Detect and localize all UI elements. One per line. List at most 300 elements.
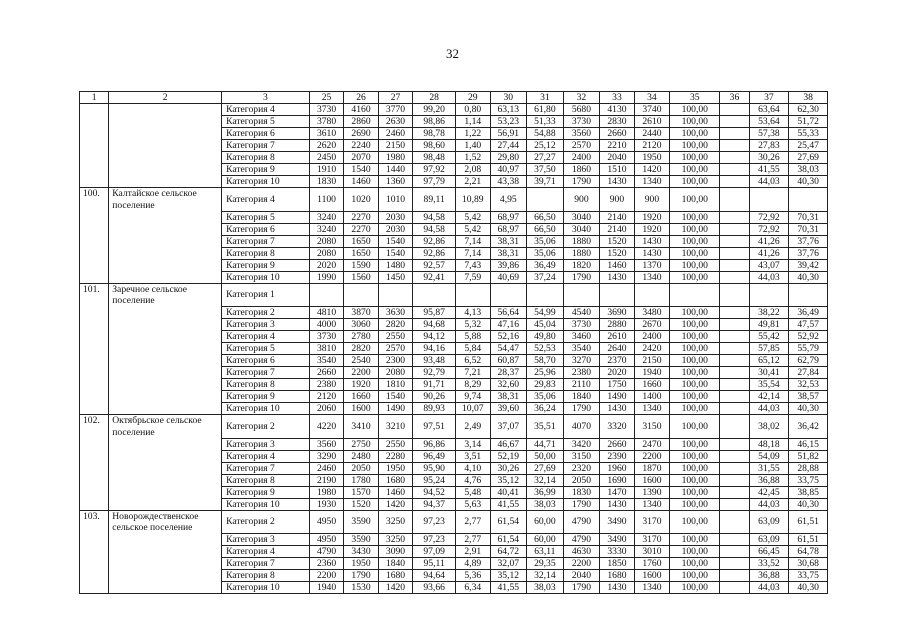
settlement-name — [109, 486, 222, 498]
category-cell: Категория 8 — [222, 379, 310, 391]
value-cell: 1340 — [634, 176, 670, 188]
value-cell: 66,50 — [527, 223, 564, 235]
value-cell: 4630 — [563, 546, 600, 558]
settlement-name — [109, 331, 222, 343]
value-cell: 55,33 — [789, 128, 828, 140]
value-cell — [720, 247, 749, 259]
value-cell: 61,80 — [527, 104, 564, 116]
value-cell: 2,77 — [456, 510, 490, 534]
table-row — [80, 331, 828, 343]
value-cell: 94,37 — [413, 498, 456, 510]
value-cell: 3460 — [563, 331, 600, 343]
value-cell: 1540 — [378, 247, 412, 259]
value-cell: 38,85 — [789, 486, 828, 498]
value-cell: 41,55 — [490, 498, 527, 510]
row-number: 101. — [80, 283, 109, 307]
value-cell: 2830 — [600, 116, 634, 128]
value-cell: 94,64 — [413, 570, 456, 582]
value-cell: 2050 — [344, 462, 378, 474]
value-cell: 25,12 — [527, 140, 564, 152]
value-cell: 35,06 — [527, 235, 564, 247]
value-cell: 2200 — [344, 367, 378, 379]
row-number — [80, 211, 109, 223]
value-cell: 1430 — [600, 582, 634, 594]
value-cell: 100,00 — [670, 259, 720, 271]
value-cell: 1950 — [378, 462, 412, 474]
value-cell: 1480 — [378, 259, 412, 271]
value-cell: 3090 — [378, 546, 412, 558]
value-cell — [670, 283, 720, 307]
value-cell: 96,49 — [413, 450, 456, 462]
value-cell: 93,66 — [413, 582, 456, 594]
value-cell: 1790 — [563, 582, 600, 594]
value-cell: 2070 — [344, 152, 378, 164]
table-row — [80, 343, 828, 355]
value-cell: 5680 — [563, 104, 600, 116]
value-cell: 5,36 — [456, 570, 490, 582]
value-cell: 100,00 — [670, 176, 720, 188]
value-cell — [720, 462, 749, 474]
value-cell: 1880 — [563, 247, 600, 259]
value-cell: 36,99 — [527, 486, 564, 498]
value-cell: 2610 — [634, 116, 670, 128]
settlement-name — [109, 104, 222, 116]
row-number — [80, 247, 109, 259]
value-cell: 3870 — [344, 307, 378, 319]
row-number — [80, 546, 109, 558]
value-cell: 3810 — [309, 343, 343, 355]
value-cell: 98,48 — [413, 152, 456, 164]
value-cell: 2210 — [600, 140, 634, 152]
value-cell: 3410 — [344, 415, 378, 439]
value-cell: 97,23 — [413, 534, 456, 546]
value-cell — [720, 164, 749, 176]
value-cell: 38,57 — [789, 391, 828, 403]
value-cell: 1840 — [378, 558, 412, 570]
settlement-name — [109, 379, 222, 391]
value-cell: 63,09 — [749, 510, 789, 534]
value-cell: 35,51 — [527, 415, 564, 439]
value-cell: 1430 — [634, 247, 670, 259]
value-cell: 55,42 — [749, 331, 789, 343]
value-cell: 3290 — [309, 450, 343, 462]
value-cell: 57,85 — [749, 343, 789, 355]
value-cell: 2060 — [309, 403, 343, 415]
row-number — [80, 307, 109, 319]
value-cell: 37,76 — [789, 235, 828, 247]
category-cell: Категория 2 — [222, 415, 310, 439]
value-cell: 2780 — [344, 331, 378, 343]
value-cell: 1790 — [563, 403, 600, 415]
value-cell: 4,95 — [490, 188, 527, 212]
category-cell: Категория 9 — [222, 164, 310, 176]
value-cell: 2020 — [600, 367, 634, 379]
value-cell: 2030 — [378, 223, 412, 235]
value-cell: 3040 — [563, 211, 600, 223]
value-cell: 2320 — [563, 462, 600, 474]
value-cell: 1880 — [563, 235, 600, 247]
value-cell: 2620 — [309, 140, 343, 152]
value-cell: 1520 — [600, 235, 634, 247]
value-cell: 66,45 — [749, 546, 789, 558]
value-cell: 29,35 — [527, 558, 564, 570]
value-cell: 31,55 — [749, 462, 789, 474]
value-cell: 3040 — [563, 223, 600, 235]
column-header: 25 — [309, 92, 343, 104]
value-cell: 2140 — [600, 223, 634, 235]
value-cell: 2480 — [344, 450, 378, 462]
table-row — [80, 558, 828, 570]
row-number — [80, 140, 109, 152]
value-cell: 2080 — [309, 235, 343, 247]
value-cell: 2270 — [344, 211, 378, 223]
table-row — [80, 116, 828, 128]
value-cell: 1690 — [600, 474, 634, 486]
value-cell: 47,16 — [490, 319, 527, 331]
value-cell: 2390 — [600, 450, 634, 462]
value-cell: 39,86 — [490, 259, 527, 271]
row-number — [80, 462, 109, 474]
settlement-name — [109, 450, 222, 462]
column-header: 34 — [634, 92, 670, 104]
value-cell: 100,00 — [670, 307, 720, 319]
value-cell: 35,12 — [490, 570, 527, 582]
value-cell: 1540 — [378, 391, 412, 403]
value-cell: 1460 — [600, 259, 634, 271]
value-cell: 1600 — [344, 403, 378, 415]
settlement-name — [109, 152, 222, 164]
value-cell: 1510 — [600, 164, 634, 176]
category-cell: Категория 9 — [222, 259, 310, 271]
value-cell: 2570 — [378, 343, 412, 355]
value-cell — [344, 283, 378, 307]
value-cell: 97,92 — [413, 164, 456, 176]
value-cell: 100,00 — [670, 486, 720, 498]
value-cell: 27,69 — [789, 152, 828, 164]
value-cell: 38,31 — [490, 247, 527, 259]
value-cell: 40,69 — [490, 271, 527, 283]
value-cell: 3630 — [378, 307, 412, 319]
value-cell: 97,51 — [413, 415, 456, 439]
value-cell — [720, 546, 749, 558]
value-cell: 2360 — [309, 558, 343, 570]
row-number — [80, 271, 109, 283]
value-cell: 96,86 — [413, 438, 456, 450]
table-row — [80, 450, 828, 462]
column-header: 36 — [720, 92, 749, 104]
value-cell: 55,79 — [789, 343, 828, 355]
value-cell: 2460 — [309, 462, 343, 474]
value-cell: 1820 — [563, 259, 600, 271]
value-cell — [749, 188, 789, 212]
value-cell: 1520 — [600, 247, 634, 259]
value-cell: 98,78 — [413, 128, 456, 140]
value-cell: 100,00 — [670, 164, 720, 176]
value-cell: 2110 — [563, 379, 600, 391]
value-cell: 41,26 — [749, 247, 789, 259]
value-cell: 60,00 — [527, 510, 564, 534]
value-cell: 44,03 — [749, 403, 789, 415]
value-cell — [720, 152, 749, 164]
row-number: 100. — [80, 188, 109, 212]
value-cell: 49,80 — [527, 331, 564, 343]
value-cell: 37,24 — [527, 271, 564, 283]
category-cell: Категория 7 — [222, 140, 310, 152]
value-cell: 1850 — [600, 558, 634, 570]
value-cell: 1870 — [634, 462, 670, 474]
value-cell: 100,00 — [670, 558, 720, 570]
value-cell: 1340 — [634, 403, 670, 415]
value-cell — [378, 283, 412, 307]
table-row — [80, 223, 828, 235]
value-cell: 47,57 — [789, 319, 828, 331]
value-cell: 91,71 — [413, 379, 456, 391]
value-cell — [720, 128, 749, 140]
value-cell — [720, 403, 749, 415]
value-cell: 3610 — [309, 128, 343, 140]
value-cell: 36,88 — [749, 474, 789, 486]
value-cell: 61,51 — [789, 510, 828, 534]
value-cell: 51,33 — [527, 116, 564, 128]
value-cell: 3540 — [563, 343, 600, 355]
value-cell: 1420 — [378, 582, 412, 594]
value-cell: 100,00 — [670, 152, 720, 164]
value-cell: 3560 — [563, 128, 600, 140]
value-cell: 40,30 — [789, 176, 828, 188]
value-cell: 10,89 — [456, 188, 490, 212]
value-cell: 2400 — [634, 331, 670, 343]
value-cell: 2,77 — [456, 534, 490, 546]
value-cell: 1490 — [600, 391, 634, 403]
value-cell: 56,91 — [490, 128, 527, 140]
value-cell: 3,51 — [456, 450, 490, 462]
value-cell: 100,00 — [670, 462, 720, 474]
value-cell: 3240 — [309, 223, 343, 235]
value-cell: 2640 — [600, 343, 634, 355]
value-cell — [789, 283, 828, 307]
value-cell: 5,84 — [456, 343, 490, 355]
value-cell — [720, 498, 749, 510]
value-cell: 3490 — [600, 510, 634, 534]
settlement-name — [109, 164, 222, 176]
value-cell: 1680 — [378, 474, 412, 486]
page-number: 32 — [446, 46, 459, 61]
column-header: 3 — [222, 92, 310, 104]
value-cell: 36,24 — [527, 403, 564, 415]
value-cell: 2660 — [309, 367, 343, 379]
value-cell: 1980 — [309, 486, 343, 498]
value-cell: 3,14 — [456, 438, 490, 450]
category-cell: Категория 4 — [222, 450, 310, 462]
value-cell: 1460 — [378, 486, 412, 498]
value-cell: 1680 — [378, 570, 412, 582]
value-cell: 2120 — [309, 391, 343, 403]
value-cell: 52,53 — [527, 343, 564, 355]
settlement-name — [109, 367, 222, 379]
category-cell: Категория 10 — [222, 271, 310, 283]
value-cell: 1340 — [634, 582, 670, 594]
value-cell: 100,00 — [670, 331, 720, 343]
settlement-name — [109, 307, 222, 319]
value-cell: 38,02 — [749, 415, 789, 439]
value-cell: 2440 — [634, 128, 670, 140]
settlement-name — [109, 128, 222, 140]
value-cell: 4790 — [563, 534, 600, 546]
value-cell: 4,89 — [456, 558, 490, 570]
value-cell: 2040 — [600, 152, 634, 164]
value-cell: 2,49 — [456, 415, 490, 439]
value-cell: 3490 — [600, 534, 634, 546]
value-cell: 1910 — [309, 164, 343, 176]
settlement-name — [109, 474, 222, 486]
category-cell: Категория 10 — [222, 582, 310, 594]
value-cell: 100,00 — [670, 498, 720, 510]
settlement-name — [109, 355, 222, 367]
value-cell: 1600 — [634, 474, 670, 486]
value-cell: 53,23 — [490, 116, 527, 128]
value-cell: 63,09 — [749, 534, 789, 546]
table-row — [80, 283, 828, 307]
value-cell: 27,69 — [527, 462, 564, 474]
value-cell: 1830 — [563, 486, 600, 498]
value-cell: 1420 — [378, 498, 412, 510]
settlement-name — [109, 570, 222, 582]
value-cell: 52,92 — [789, 331, 828, 343]
value-cell: 43,07 — [749, 259, 789, 271]
value-cell: 1790 — [563, 176, 600, 188]
value-cell: 1390 — [634, 486, 670, 498]
value-cell: 28,88 — [789, 462, 828, 474]
category-cell: Категория 9 — [222, 391, 310, 403]
value-cell: 7,21 — [456, 367, 490, 379]
settlement-name — [109, 259, 222, 271]
value-cell: 4220 — [309, 415, 343, 439]
value-cell — [720, 271, 749, 283]
value-cell: 92,41 — [413, 271, 456, 283]
value-cell: 57,38 — [749, 128, 789, 140]
value-cell: 38,03 — [789, 164, 828, 176]
row-number — [80, 152, 109, 164]
value-cell: 33,75 — [789, 570, 828, 582]
value-cell: 3250 — [378, 510, 412, 534]
value-cell: 1790 — [563, 498, 600, 510]
row-number — [80, 403, 109, 415]
value-cell: 1950 — [634, 152, 670, 164]
value-cell: 3540 — [309, 355, 343, 367]
value-cell: 35,06 — [527, 247, 564, 259]
settlement-name — [109, 546, 222, 558]
value-cell: 63,11 — [527, 546, 564, 558]
value-cell: 63,13 — [490, 104, 527, 116]
value-cell: 44,03 — [749, 271, 789, 283]
value-cell: 40,97 — [490, 164, 527, 176]
table-row — [80, 140, 828, 152]
value-cell: 2300 — [378, 355, 412, 367]
column-header: 37 — [749, 92, 789, 104]
value-cell: 5,42 — [456, 223, 490, 235]
value-cell: 4810 — [309, 307, 343, 319]
value-cell: 1540 — [378, 235, 412, 247]
category-cell: Категория 8 — [222, 152, 310, 164]
value-cell: 2270 — [344, 223, 378, 235]
value-cell: 94,68 — [413, 319, 456, 331]
value-cell: 45,04 — [527, 319, 564, 331]
value-cell: 1930 — [309, 498, 343, 510]
value-cell — [634, 283, 670, 307]
value-cell: 1920 — [634, 211, 670, 223]
value-cell: 1810 — [378, 379, 412, 391]
table-row — [80, 271, 828, 283]
value-cell: 33,75 — [789, 474, 828, 486]
value-cell: 1660 — [344, 391, 378, 403]
value-cell: 1960 — [600, 462, 634, 474]
value-cell: 46,15 — [789, 438, 828, 450]
value-cell: 1430 — [600, 498, 634, 510]
value-cell: 72,92 — [749, 211, 789, 223]
category-cell: Категория 6 — [222, 128, 310, 140]
value-cell: 94,58 — [413, 223, 456, 235]
value-cell — [720, 534, 749, 546]
value-cell: 100,00 — [670, 223, 720, 235]
value-cell — [720, 211, 749, 223]
settlement-name: Калтайское сельское поселение — [109, 188, 222, 212]
category-cell: Категория 6 — [222, 355, 310, 367]
table-row — [80, 176, 828, 188]
value-cell: 30,68 — [789, 558, 828, 570]
settlement-name — [109, 391, 222, 403]
value-cell — [720, 331, 749, 343]
value-cell: 4950 — [309, 534, 343, 546]
value-cell: 40,30 — [789, 582, 828, 594]
value-cell: 100,00 — [670, 188, 720, 212]
value-cell: 48,18 — [749, 438, 789, 450]
table-row — [80, 474, 828, 486]
value-cell: 7,14 — [456, 247, 490, 259]
row-number — [80, 379, 109, 391]
column-header: 38 — [789, 92, 828, 104]
value-cell: 7,59 — [456, 271, 490, 283]
category-cell: Категория 2 — [222, 510, 310, 534]
value-cell: 4,10 — [456, 462, 490, 474]
value-cell: 51,72 — [789, 116, 828, 128]
column-header: 1 — [80, 92, 109, 104]
value-cell: 42,14 — [749, 391, 789, 403]
value-cell — [720, 438, 749, 450]
value-cell: 94,52 — [413, 486, 456, 498]
value-cell: 33,52 — [749, 558, 789, 570]
value-cell: 2550 — [378, 438, 412, 450]
value-cell: 1430 — [600, 271, 634, 283]
table-row — [80, 498, 828, 510]
value-cell: 97,23 — [413, 510, 456, 534]
value-cell: 4130 — [600, 104, 634, 116]
value-cell: 60,87 — [490, 355, 527, 367]
value-cell: 42,45 — [749, 486, 789, 498]
value-cell: 44,03 — [749, 176, 789, 188]
value-cell: 1650 — [344, 235, 378, 247]
table-row — [80, 570, 828, 582]
value-cell — [720, 188, 749, 212]
value-cell: 1790 — [563, 271, 600, 283]
value-cell — [720, 176, 749, 188]
value-cell: 2550 — [378, 331, 412, 343]
value-cell: 2820 — [344, 343, 378, 355]
value-cell: 38,03 — [527, 498, 564, 510]
value-cell — [720, 235, 749, 247]
value-cell: 1530 — [344, 582, 378, 594]
value-cell: 1650 — [344, 247, 378, 259]
value-cell — [720, 379, 749, 391]
